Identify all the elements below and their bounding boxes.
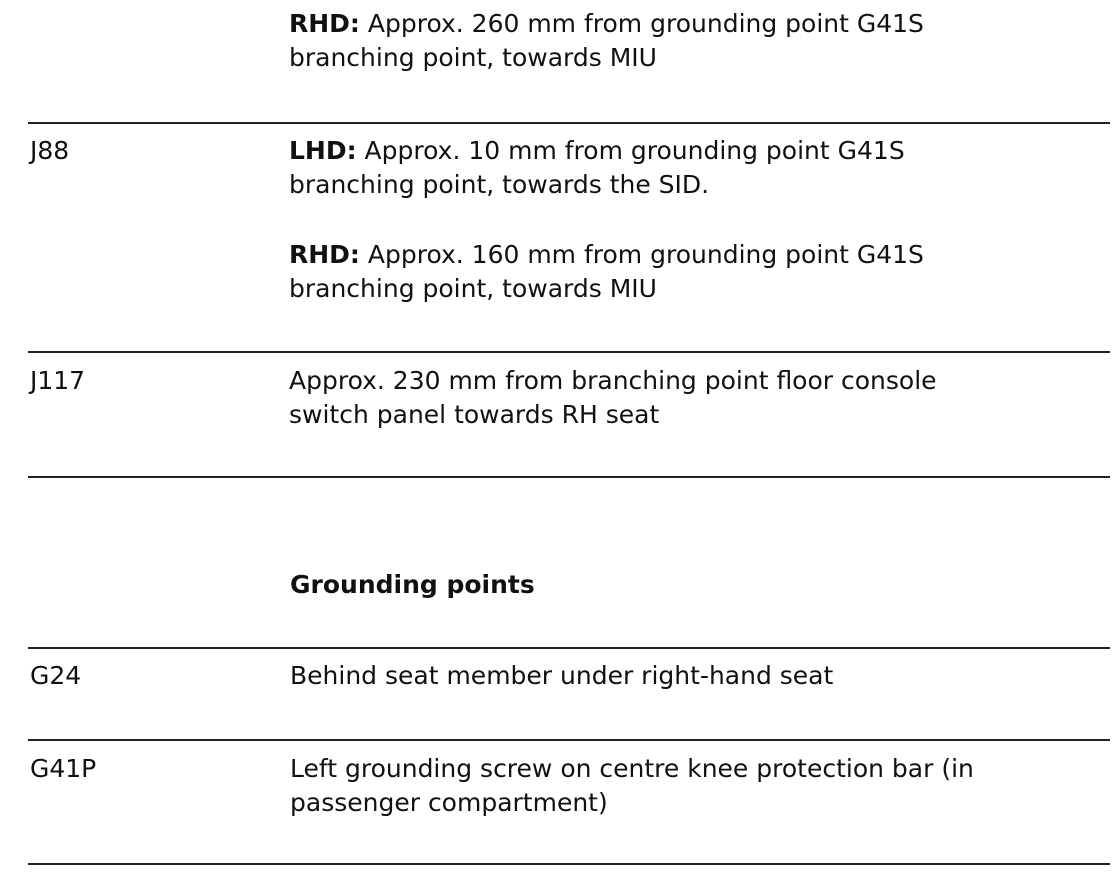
g41p-description (290, 752, 1090, 820)
j88-lhd-line-2: branching point, towards the SID. (289, 170, 710, 199)
table-divider (28, 739, 1110, 741)
g24-line-1: Behind seat member under right-hand seat (290, 661, 834, 690)
table-divider (28, 647, 1110, 649)
j88-lhd-line-1: LHD: Approx. 10 mm from grounding point G41S (289, 136, 905, 165)
connector-code-j88: J88 (30, 136, 70, 165)
section-title-grounding-points: Grounding points (290, 570, 535, 599)
j117-description (289, 364, 1089, 432)
j88-rhd-line-1: RHD: Approx. 160 mm from grounding point G41S (289, 240, 924, 269)
j117-line-1: Approx. 230 mm from branching point floor console (289, 366, 937, 395)
connector-code-j117: J117 (30, 366, 86, 395)
g41p-line-2: passenger compartment) (290, 788, 608, 817)
table-divider (28, 863, 1110, 865)
table-divider (28, 476, 1110, 478)
grounding-code-g41p: G41P (30, 754, 97, 783)
rhd-label: RHD: (289, 9, 360, 38)
rhd-label: RHD: (289, 240, 360, 269)
top-rhd-line-1: RHD: Approx. 260 mm from grounding point G41S (289, 9, 924, 38)
lhd-label: LHD: (289, 136, 357, 165)
g24-description (290, 659, 1090, 693)
j88-rhd-description (289, 238, 1089, 306)
g41p-line-1: Left grounding screw on centre knee protection bar (in (290, 754, 974, 783)
j88-rhd-line-2: branching point, towards MIU (289, 274, 657, 303)
top-rhd-line-2: branching point, towards MIU (289, 43, 657, 72)
table-divider (28, 351, 1110, 353)
j117-line-2: switch panel towards RH seat (289, 400, 660, 429)
j88-lhd-description (289, 134, 1089, 202)
table-divider (28, 122, 1110, 124)
grounding-code-g24: G24 (30, 661, 82, 690)
top-rhd-description (289, 7, 1089, 75)
